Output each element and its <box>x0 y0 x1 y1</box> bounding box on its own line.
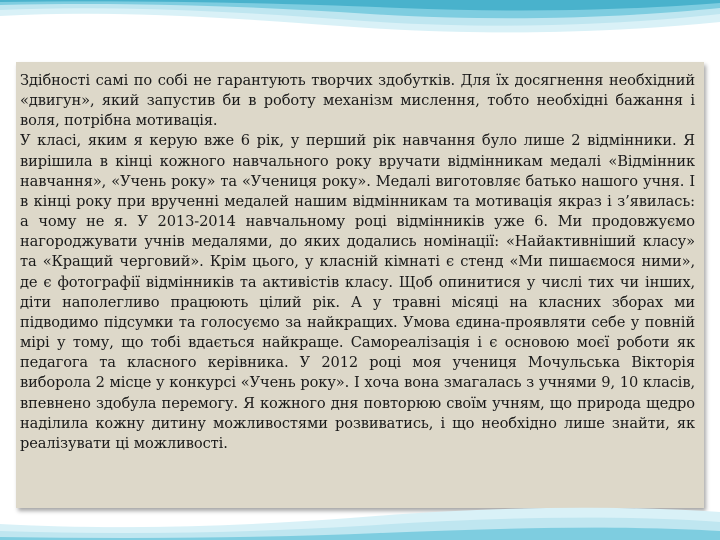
paragraph-class-experience: У класі, яким я керую вже 6 рік, у перший рік навчання було лише 2 відмінники. Я вирішила в кінці кожного навчального року вручати відмінникам медалі «Відмінник навчання», «Учень року» та «Учениця року». Медалі виготовляє батько нашого учня. І в кінці року при врученні медалей нашим відмінникам та мотивація якраз і з’явилась: а чому не я. У 2013-2014 навчальному році відмінників уже 6. Ми продовжуємо нагороджувати учнів медалями, до яких додались номінації: «Найактивніший класу» та «Кращий черговий». Крім цього, у класній кімнаті є стенд «Ми пишаємося ними», де є фотографії відмінників та активістів класу. Щоб опинитися у числі тих чи інших, діти наполегливо працюють цілий рік. А у травні місяці на класних зборах ми підводимо підсумки та голосуємо за найкращих. Умова єдина-проявляти себе у повній мірі у тому, що тобі вдається найкраще. Самореалізація і є основою моєї роботи як педагога та класного керівника. У 2012 році моя учениця Мочульська Вікторія виборола 2 місце у конкурсі «Учень року». І хоча вона змагалась з учнями 9, 10 класів, впевнено здобула перемогу. Я кожного дня повторюю своїм учням, що природа щедро наділила кожну дитину можливостями розвиватись, і що необхідно лише знайти, як реалізувати ці можливості. <box>20 132 695 452</box>
top-wave-decoration <box>0 0 720 60</box>
document-body <box>20 71 695 454</box>
paragraph-motivation: Здібності самі по собі не гарантують творчих здобутків. Для їх досягнення необхідний «двигун», який запустив би в роботу механізм мислення, тобто необхідні бажання і воля, потрібна мотивація. <box>20 72 695 130</box>
bottom-wave-decoration <box>0 500 720 540</box>
